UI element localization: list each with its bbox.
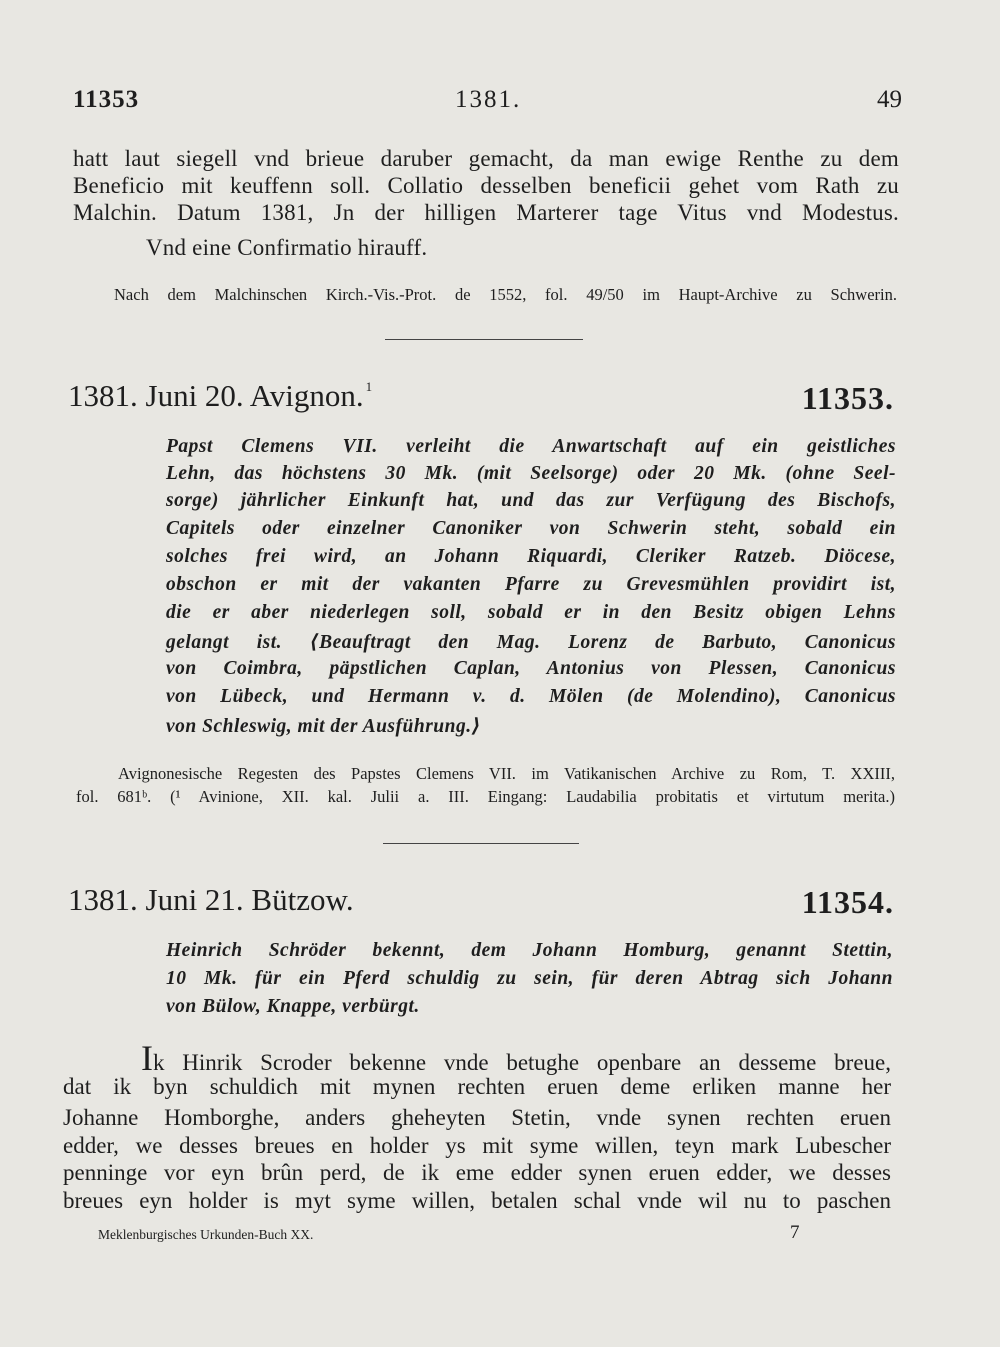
- regest-line: von Lübeck, und Hermann v. d. Mölen (de Molendino), Canonicus: [166, 686, 896, 707]
- document-text-line: penninge vor eyn brûn perd, de ik eme edder synen eruen edder, we desses: [63, 1160, 891, 1185]
- prev-text-line: Beneficio mit keuffenn soll. Collatio desselben beneficii gehet vom Rath zu: [73, 173, 899, 198]
- header-entry-number: 11353: [73, 86, 140, 113]
- prev-text-line: Vnd eine Confirmatio hirauff.: [146, 235, 428, 260]
- regest-line: gelangt ist. ⟨Beauftragt den Mag. Lorenz de Barbuto, Canonicus: [166, 632, 896, 653]
- regest-line: von Schleswig, mit der Ausführung.⟩: [166, 716, 482, 737]
- entry-number-11354: 11354.: [801, 884, 894, 920]
- regest-line: sorge) jährlicher Einkunft hat, und das zur Verfügung des Bischofs,: [166, 490, 896, 511]
- header-year: 1381.: [455, 86, 522, 113]
- regest-line: Capitels oder einzelner Canoniker von Schwerin steht, sobald ein: [166, 518, 896, 539]
- regest-line: von Coimbra, päpstlichen Caplan, Antonius von Plessen, Canonicus: [166, 658, 896, 679]
- header-page-number: 49: [877, 86, 902, 113]
- section-divider: [385, 339, 583, 340]
- document-text-line-first: [141, 1040, 891, 1076]
- footnote-mark: 1: [365, 379, 373, 394]
- entry-date-place: 1381. Juni 20. Avignon.: [68, 378, 364, 413]
- footer-book-title: Meklenburgisches Urkunden-Buch XX.: [98, 1227, 314, 1242]
- regest-line: von Bülow, Knappe, verbürgt.: [166, 996, 420, 1017]
- regest-line: Papst Clemens VII. verleiht die Anwartschaft auf ein geistliches: [166, 436, 896, 457]
- drop-cap: I: [141, 1038, 153, 1078]
- source-note-line: Avignonesische Regesten des Papstes Clemens VII. im Vatikanischen Archive zu Rom, T. XXIII,: [118, 764, 895, 783]
- document-text-line: Johanne Homborghe, anders gheheyten Stetin, vnde synen rechten eruen: [63, 1105, 891, 1130]
- document-text-line: breues eyn holder is myt syme willen, betalen schal vnde wil nu to paschen: [63, 1188, 891, 1213]
- document-text-line: dat ik byn schuldich mit mynen rechten eruen deme erliken manne her: [63, 1074, 891, 1099]
- regest-line: solches frei wird, an Johann Riquardi, Cleriker Ratzeb. Diöcese,: [166, 546, 896, 567]
- regest-line: Heinrich Schröder bekennt, dem Johann Homburg, genannt Stettin,: [166, 940, 893, 961]
- regest-line: die er aber niederlegen soll, sobald er in den Besitz obigen Lehns: [166, 602, 896, 623]
- section-divider: [383, 843, 579, 844]
- prev-text-line: Malchin. Datum 1381, Jn der hilligen Marterer tage Vitus vnd Modestus.: [73, 200, 899, 225]
- entry-date-place: 1381. Juni 21. Bützow.: [68, 882, 354, 917]
- regest-line: Lehn, das höchstens 30 Mk. (mit Seelsorge) oder 20 Mk. (ohne Seel-: [166, 463, 896, 484]
- footer-signature: 7: [790, 1222, 800, 1243]
- entry-heading-11353: [68, 378, 372, 414]
- source-note-line: fol. 681ᵇ. (¹ Avinione, XII. kal. Julii a. III. Eingang: Laudabilia probitatis et virtutum merita.): [76, 787, 895, 806]
- entry-number-11353: 11353.: [801, 380, 894, 416]
- prev-text-line: hatt laut siegell vnd brieue daruber gemacht, da man ewige Renthe zu dem: [73, 146, 899, 171]
- prev-source-note: Nach dem Malchinschen Kirch.-Vis.-Prot. de 1552, fol. 49/50 im Haupt-Archive zu Schwerin.: [114, 285, 897, 304]
- document-text-line: k Hinrik Scroder bekenne vnde betughe openbare an desseme breue,: [153, 1050, 891, 1075]
- regest-line: 10 Mk. für ein Pferd schuldig zu sein, für deren Abtrag sich Johann: [166, 968, 893, 989]
- regest-line: obschon er mit der vakanten Pfarre zu Grevesmühlen providirt ist,: [166, 574, 896, 595]
- document-text-line: edder, we desses breues en holder ys mit syme willen, teyn mark Lubescher: [63, 1133, 891, 1158]
